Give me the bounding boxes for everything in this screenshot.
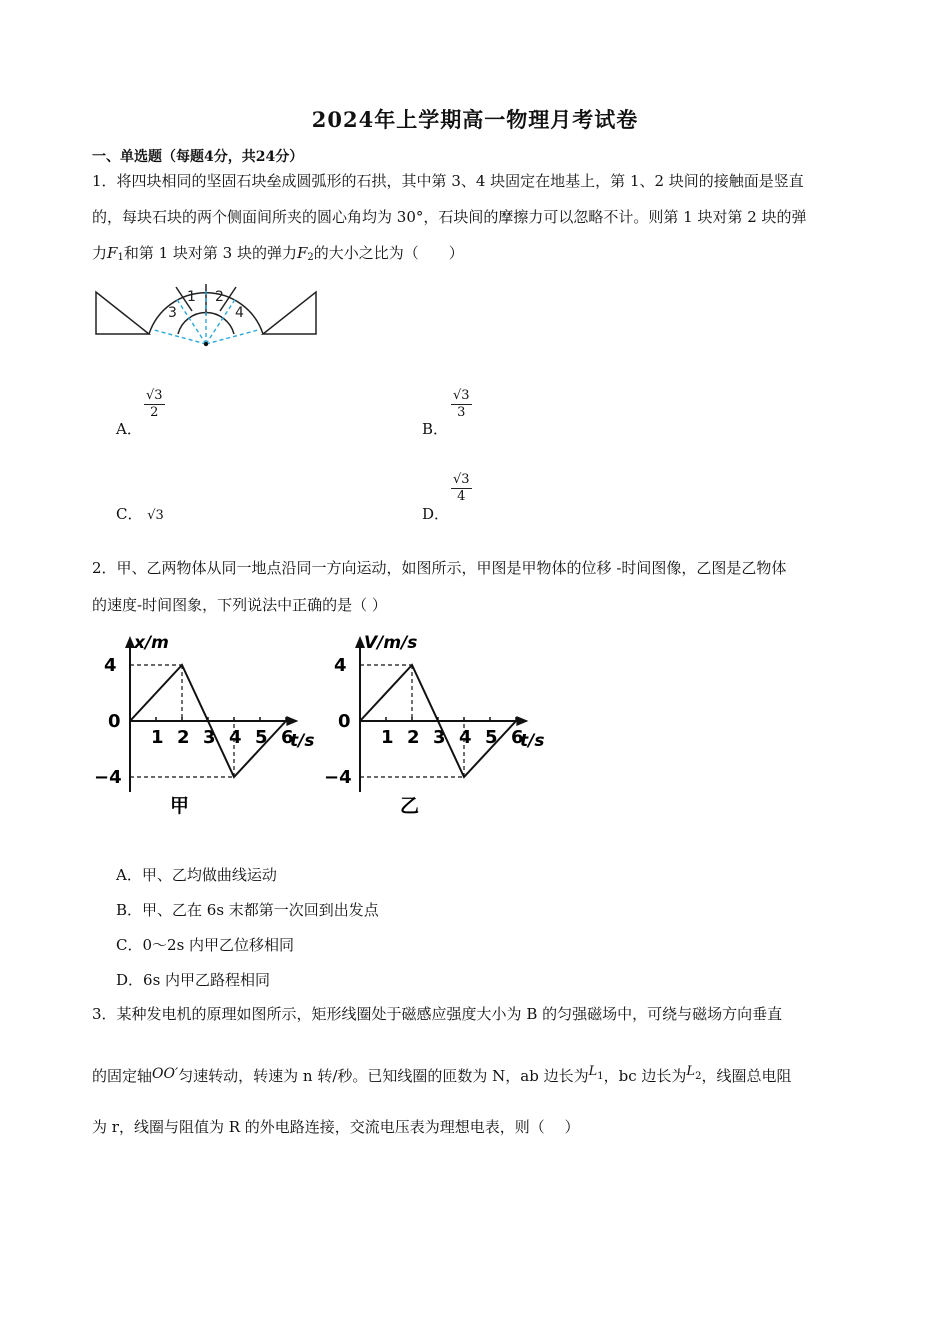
q3-L2-sub: 2 — [695, 1071, 702, 1082]
option-letter: D． — [422, 505, 450, 523]
x-tick-label: 6 — [281, 727, 294, 748]
x-tick-label: 5 — [485, 727, 498, 748]
option-letter: B． — [422, 420, 449, 438]
x-tick-label: 3 — [203, 727, 216, 748]
fraction-numerator: √3 — [453, 472, 470, 487]
q1-option-a-fraction — [144, 388, 165, 421]
y-tick-label: 0 — [108, 711, 121, 732]
x-axis-arrow — [286, 716, 298, 726]
chart-jia — [92, 628, 322, 818]
x-tick-label: 5 — [255, 727, 268, 748]
q3-line-2c: ，bc 边长为 — [603, 1067, 687, 1085]
left-foundation — [96, 292, 149, 334]
q3-line-1: 3．某种发电机的原理如图所示，矩形线圈处于磁感应强度大小为 B 的匀强磁场中，可绕与磁场方向垂直 — [92, 1005, 783, 1023]
fraction-denominator: 2 — [150, 405, 159, 420]
q3-line-3: 为 r，线圈与阻值为 R 的外电路连接，交流电压表为理想电表，则（ ） — [92, 1118, 580, 1136]
q1-option-d[interactable] — [422, 503, 449, 524]
option-letter: A． — [116, 420, 142, 438]
section-heading: 一、单选题（每题4分，共24分） — [92, 149, 304, 165]
y-axis-label: x/m — [134, 633, 169, 653]
q1-F2-sub: 2 — [307, 252, 314, 263]
block-label-1: 1 — [187, 289, 196, 305]
x-tick-label: 2 — [177, 727, 190, 748]
x-tick-label: 1 — [151, 727, 164, 748]
arc-center — [204, 342, 208, 346]
q2-line-1: 2．甲、乙两物体从同一地点沿同一方向运动，如图所示，甲图是甲物体的位移 -时间图像，乙图是乙物体 — [92, 559, 787, 577]
q1-option-b[interactable] — [422, 418, 448, 439]
q1-line-3a: 力 — [92, 244, 108, 262]
x-axis-arrow — [516, 716, 528, 726]
q1-F1-sub: 1 — [117, 252, 124, 263]
q1-line-2: 的，每块石块的两个侧面间所夹的圆心角均为 30°，石块间的摩擦力可以忽略不计。则第 1 块对第 2 块的弹 — [92, 208, 807, 226]
q3-line-2b: 匀速转动，转速为 n 转/秒。已知线圈的匝数为 N，ab 边长为 — [178, 1067, 589, 1085]
y-tick-label: 4 — [334, 655, 347, 676]
q1-line-3 — [92, 243, 872, 268]
right-foundation — [263, 292, 316, 334]
q3-L2: L — [686, 1064, 696, 1079]
option-value: √3 — [147, 508, 164, 523]
x-tick-label: 2 — [407, 727, 420, 748]
x-tick-label: 6 — [511, 727, 524, 748]
fraction-denominator: 3 — [457, 405, 466, 420]
q1-F1: F — [107, 244, 118, 262]
y-tick-label: −4 — [324, 767, 352, 788]
block-label-3: 3 — [168, 305, 177, 321]
q1-arch-figure — [94, 284, 320, 350]
q1-line-1: 1．将四块相同的坚固石块垒成圆弧形的石拱，其中第 3、4 块固定在地基上，第 1、2 块间的接触面是竖直 — [92, 172, 804, 190]
q1-line-3c: 的大小之比为（ ） — [313, 244, 464, 262]
q2-option-a[interactable]: A．甲、乙均做曲线运动 — [116, 866, 277, 884]
x-tick-label: 4 — [229, 727, 242, 748]
paper-title: 2024年上学期高一物理月考试卷 — [311, 107, 639, 132]
chart-yi — [322, 628, 572, 818]
q2-option-b[interactable]: B．甲、乙在 6s 末都第一次回到出发点 — [116, 901, 379, 919]
y-tick-label: 0 — [338, 711, 351, 732]
q1-F2: F — [296, 244, 308, 262]
q3-line-2a: 的固定轴 — [92, 1067, 153, 1085]
q1-option-d-fraction — [451, 472, 472, 505]
chart-title: 甲 — [170, 795, 190, 817]
x-tick-label: 3 — [433, 727, 446, 748]
block-label-2: 2 — [215, 289, 224, 305]
option-letter: C． — [116, 505, 143, 523]
q3-line-2d: ，线圈总电阻 — [701, 1067, 792, 1085]
x-tick-label: 4 — [459, 727, 472, 748]
fraction-denominator: 4 — [457, 489, 466, 504]
x-tick-label: 1 — [381, 727, 394, 748]
q2-option-c[interactable]: C．0～2s 内甲乙位移相同 — [116, 936, 295, 954]
q2-option-d[interactable]: D．6s 内甲乙路程相同 — [116, 971, 271, 989]
chart-title: 乙 — [400, 795, 420, 817]
x-axis-label: t/s — [520, 731, 545, 751]
x-axis-label: t/s — [290, 731, 315, 751]
q3-L1-sub: 1 — [597, 1071, 604, 1082]
fraction-numerator: √3 — [453, 388, 470, 403]
q2-line-2: 的速度-时间图象，下列说法中正确的是（ ） — [92, 596, 387, 614]
q1-option-b-fraction — [451, 388, 472, 421]
y-tick-label: −4 — [94, 767, 122, 788]
q3-L1: L — [588, 1064, 598, 1079]
y-axis-label: V/m/s — [364, 633, 418, 653]
q1-option-a[interactable] — [116, 418, 142, 439]
y-tick-label: 4 — [104, 655, 117, 676]
q3-axis-label: OO′ — [152, 1066, 179, 1082]
q1-line-3b: 和第 1 块对第 3 块的弹力 — [123, 244, 297, 262]
block-label-4: 4 — [235, 305, 244, 321]
fraction-numerator: √3 — [146, 388, 163, 403]
q1-option-c[interactable] — [116, 503, 164, 524]
q3-line-2 — [92, 1062, 872, 1087]
